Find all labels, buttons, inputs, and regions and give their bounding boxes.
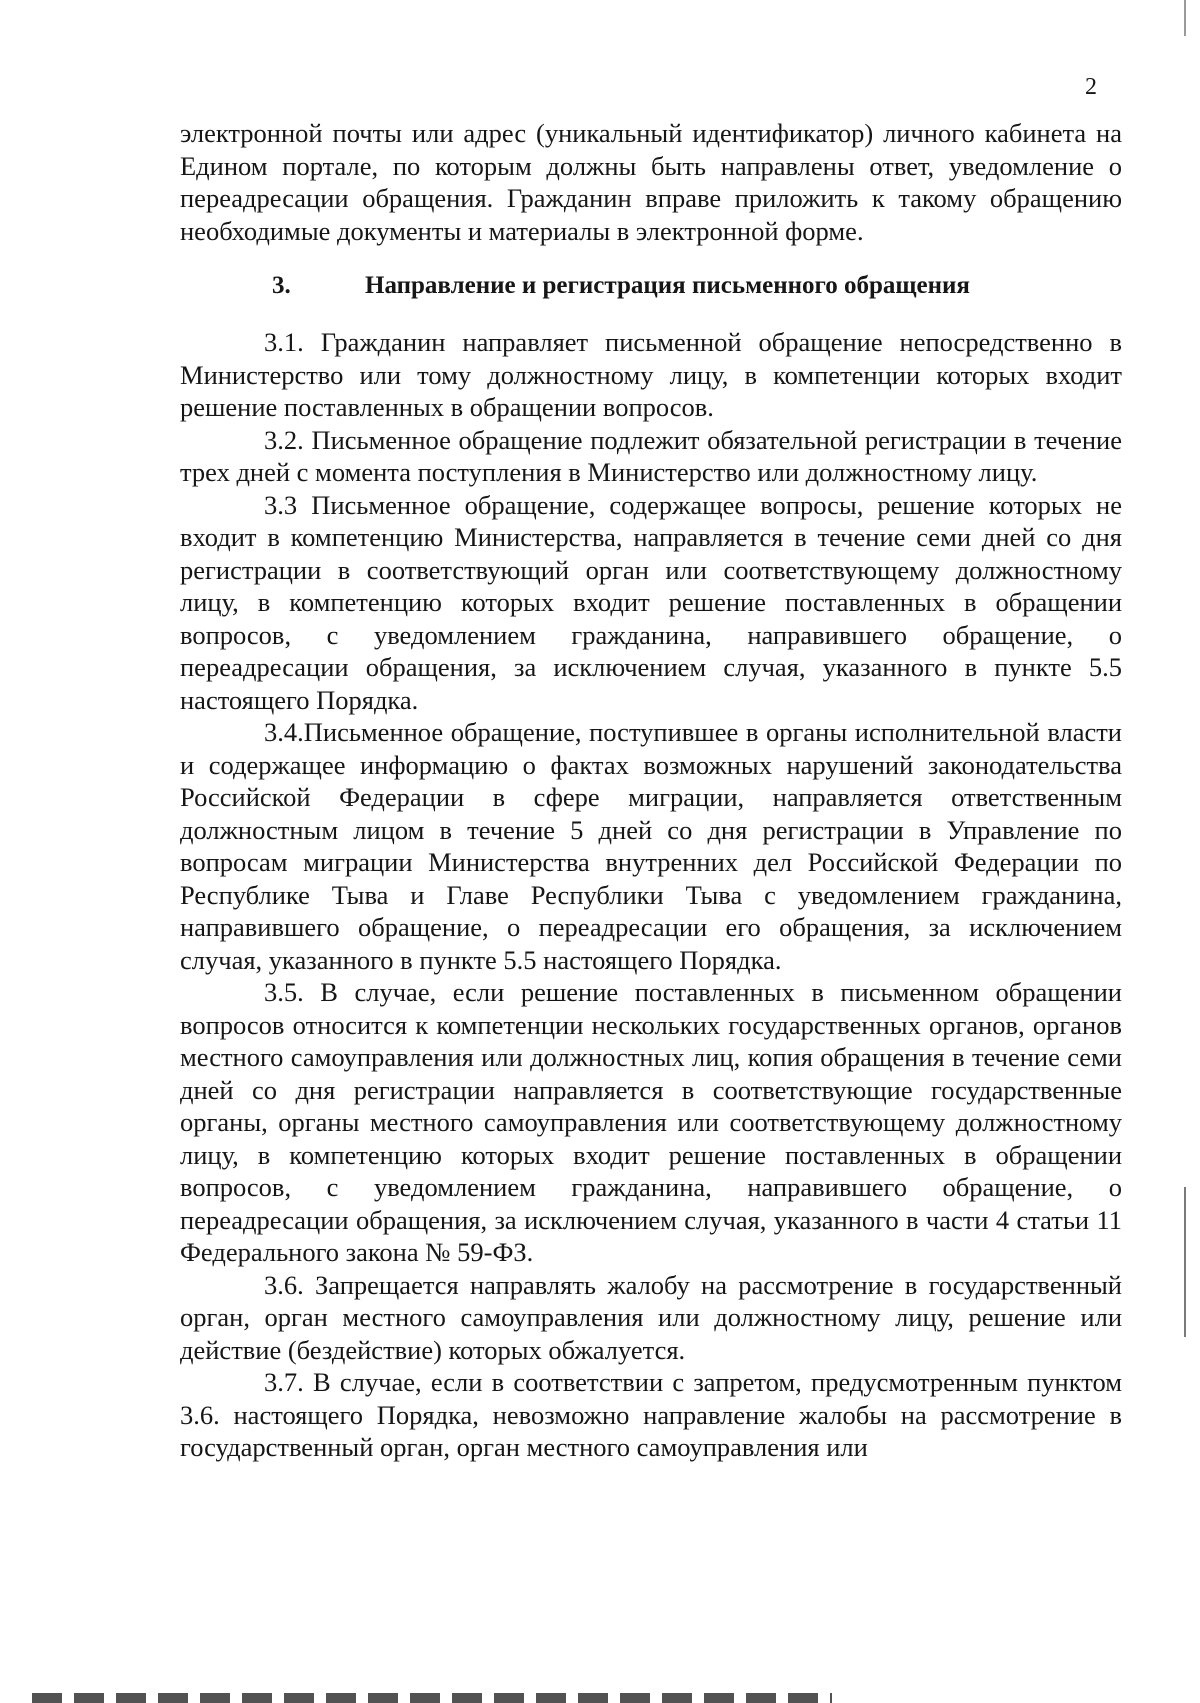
section-heading bbox=[180, 270, 1122, 302]
scan-artifact-dashes bbox=[32, 1693, 832, 1703]
section-number: 3. bbox=[272, 272, 291, 299]
paragraph-3-7: 3.7. В случае, если в соответствии с запретом, предусмотренным пунктом 3.6. настоящего Порядка, невозможно направление жалобы на рассмотрение в государственный орган, орган местного самоуправления или bbox=[180, 1367, 1122, 1462]
paragraph-3-1: 3.1. Гражданин направляет письменной обращение непосредственно в Министерство или тому должностному лицу, в компетенции которых входит решение поставленных в обращении вопросов. bbox=[180, 327, 1122, 422]
page-number: 2 bbox=[1085, 74, 1097, 100]
paragraph-3-5: 3.5. В случае, если решение поставленных в письменном обращении вопросов относится к компетенции нескольких государственных органов, органов местного самоуправления или должностных лиц, копия обращения в течение семи дней со дня регистрации направляется в соответствующие государственные органы, органы местного самоуправления или соответствующему должностному лицу, в компетенцию которых входит решение поставленных в обращении вопросов, с уведомлением гражданина, направившего обращение, о переадресации обращения, за исключением случая, указанного в части 4 статьи 11 Федерального закона № 59-ФЗ. bbox=[180, 977, 1122, 1267]
scan-margin-mark bbox=[1184, 1187, 1186, 1337]
section-title: Направление и регистрация письменного обращения bbox=[365, 272, 970, 299]
paragraph-3-2: 3.2. Письменное обращение подлежит обязательной регистрации в течение трех дней с момента поступления в Министерство или должностному лицу. bbox=[180, 424, 1122, 487]
document-body bbox=[180, 117, 1122, 1464]
paragraph-3-3: 3.3 Письменное обращение, содержащее вопросы, решение которых не входит в компетенцию Министерства, направляется в течение семи дней со дня регистрации в соответствующий орган или соответствующему должностному лицу, в компетенцию которых входит решение поставленных в обращении вопросов, с уведомлением гражданина, направившего обращение, о переадресации обращения, за исключением случая, указанного в пункте 5.5 настоящего Порядка. bbox=[180, 489, 1122, 715]
scan-edge bbox=[1184, 0, 1186, 36]
paragraph-3-6: 3.6. Запрещается направлять жалобу на рассмотрение в государственный орган, орган местного самоуправления или должностному лицу, решение или действие (бездействие) которых обжалуется. bbox=[180, 1269, 1122, 1365]
intro-paragraph: электронной почты или адрес (уникальный идентификатор) личного кабинета на Едином портале, по которым должны быть направлены ответ, уведомление о переадресации обращения. Гражданин вправе приложить к такому обращению необходимые документы и материалы в электронной форме. bbox=[180, 118, 1122, 246]
paragraph-3-4: 3.4.Письменное обращение, поступившее в органы исполнительной власти и содержащее информацию о фактах возможных нарушений законодательства Российской Федерации в сфере миграции, направляется ответственным должностным лицом в течение 5 дней со дня регистрации в Управление по вопросам миграции Министерства внутренних дел Российской Федерации по Республике Тыва и Главе Республики Тыва с уведомлением гражданина, направившего обращение, о переадресации его обращения, за исключением случая, указанного в пункте 5.5 настоящего Порядка. bbox=[180, 717, 1122, 975]
